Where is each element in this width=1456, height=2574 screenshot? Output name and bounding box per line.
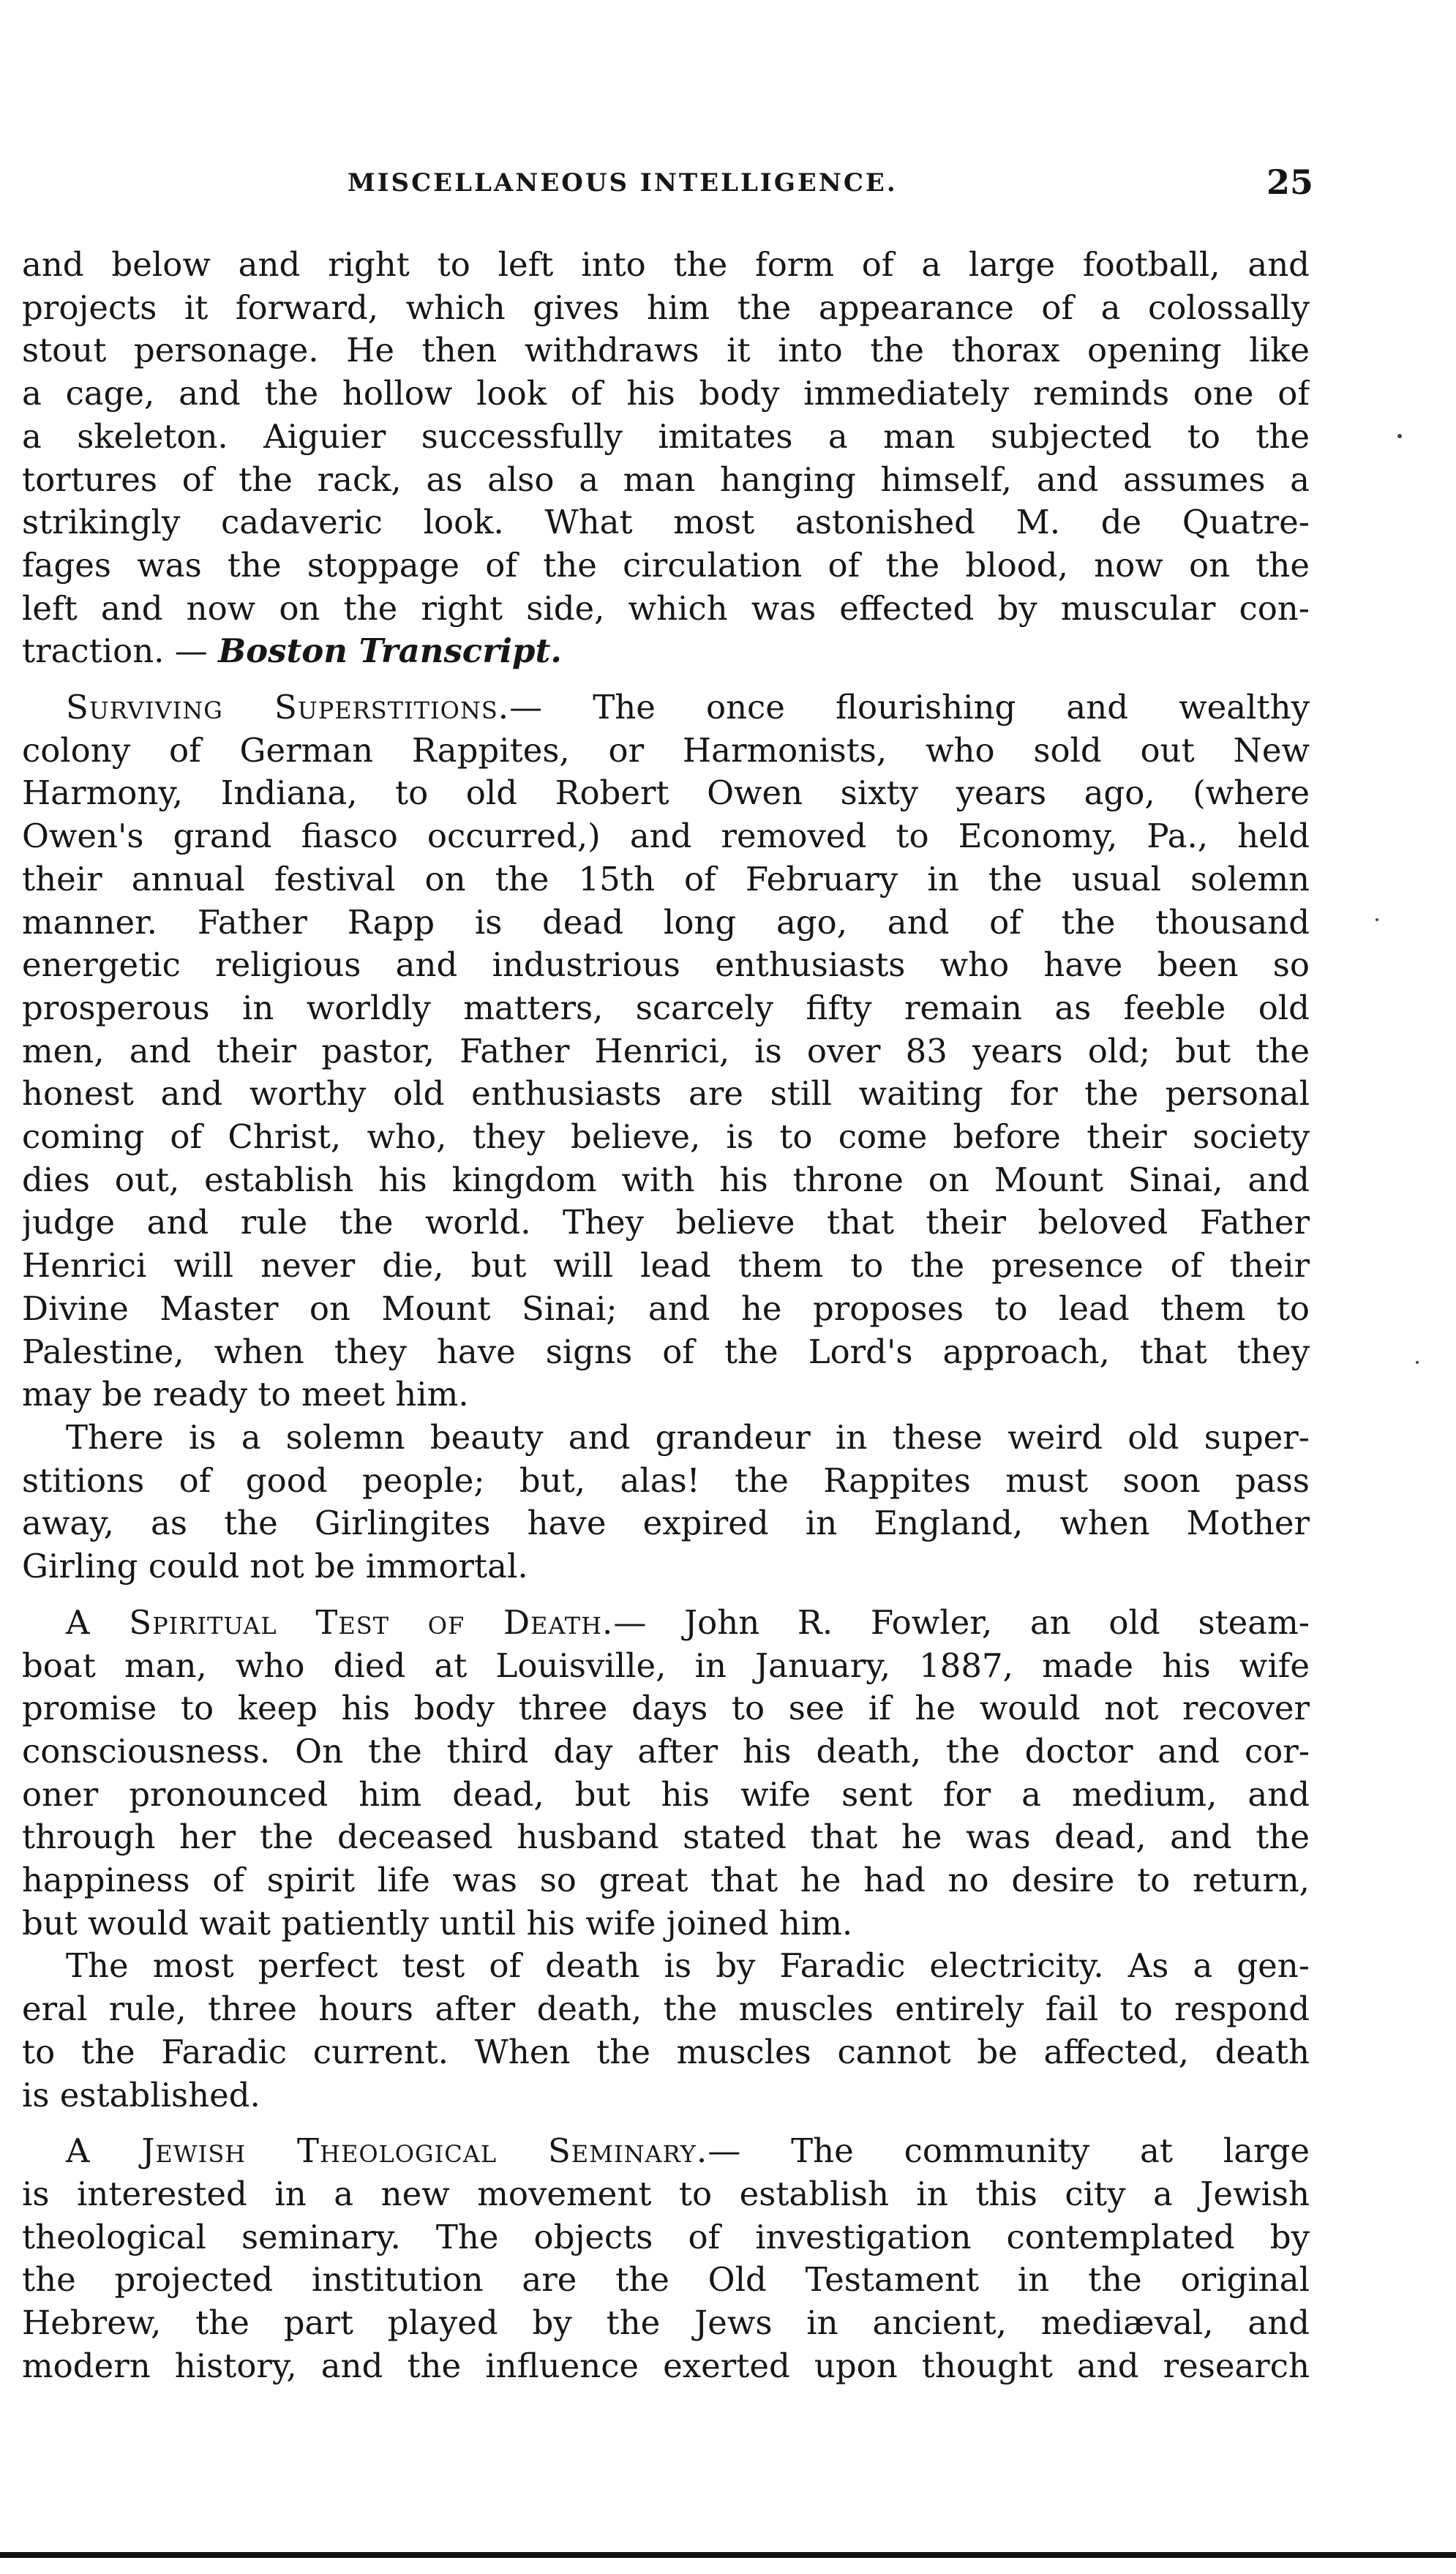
- paragraph-surviving-superstitions: [22, 686, 1310, 1417]
- text-line: left and now on the right side, which was effected by muscular con-: [22, 588, 1310, 628]
- text-line: Divine Master on Mount Sinai; and he proposes to lead them to: [22, 1288, 1310, 1328]
- text-line: men, and their pastor, Father Henrici, is over 83 years old; but the: [22, 1031, 1310, 1070]
- text-fragment: — The community at large: [708, 2131, 1310, 2171]
- text-line: There is a solemn beauty and grandeur in these weird old super-: [66, 1417, 1310, 1457]
- text-line: may be ready to meet him.: [22, 1375, 469, 1414]
- text-line: prosperous in worldly matters, scarcely fifty remain as feeble old: [22, 988, 1310, 1027]
- text-line: projects it forward, which gives him the appearance of a colossally: [22, 288, 1310, 327]
- paragraph-jewish-seminary: [22, 2130, 1310, 2387]
- text-line: through her the deceased husband stated that he was dead, and the: [22, 1817, 1310, 1857]
- text-line: Girling could not be immortal.: [22, 1547, 528, 1586]
- text-line: dies out, establish his kingdom with his throne on Mount Sinai, and: [22, 1160, 1310, 1199]
- text-line: Henrici will never die, but will lead them to the presence of their: [22, 1246, 1310, 1286]
- page-bottom-edge: [0, 2552, 1456, 2558]
- paragraph-rappites-continued: [22, 1417, 1310, 1588]
- text-line: promise to keep his body three days to see if he would not recover: [22, 1689, 1310, 1728]
- text-line: the projected institution are the Old Testament in the original: [22, 2260, 1310, 2300]
- text-line: is interested in a new movement to establish in this city a Jewish: [22, 2174, 1310, 2213]
- text-line: [22, 630, 1310, 673]
- text-line: stout personage. He then withdraws it into the thorax opening like: [22, 331, 1310, 370]
- text-line: oner pronounced him dead, but his wife sent for a medium, and: [22, 1774, 1310, 1814]
- paragraph-continuation: [22, 244, 1310, 673]
- scan-speck: [1376, 918, 1378, 921]
- source-citation: Boston Transcript.: [218, 631, 562, 671]
- text-line: Palestine, when they have signs of the Lord's approach, that they: [22, 1332, 1310, 1371]
- text-line: fages was the stoppage of the circulation of the blood, now on the: [22, 545, 1310, 585]
- text-line: theological seminary. The objects of investigation contemplated by: [22, 2217, 1310, 2256]
- text-line: tortures of the rack, as also a man hanging himself, and assumes a: [22, 459, 1310, 499]
- text-line: The most perfect test of death is by Faradic electricity. As a gen-: [66, 1946, 1310, 1986]
- text-line: consciousness. On the third day after his death, the doctor and cor-: [22, 1731, 1310, 1771]
- text-line: happiness of spirit life was so great that he had no desire to return,: [22, 1861, 1310, 1900]
- text-fragment: — John R. Fowler, an old steam-: [613, 1602, 1310, 1642]
- text-line: energetic religious and industrious enthusiasts who have been so: [22, 945, 1310, 985]
- text-line: Owen's grand fiasco occurred,) and removed to Economy, Pa., held: [22, 817, 1310, 856]
- text-line: judge and rule the world. They believe that their beloved Father: [22, 1203, 1310, 1242]
- article-text: [22, 244, 1310, 2387]
- text-line: Harmony, Indiana, to old Robert Owen sixty years ago, (where: [22, 773, 1310, 813]
- scan-speck: [1416, 1361, 1419, 1364]
- text-line: their annual festival on the 15th of February in the usual solemn: [22, 859, 1310, 898]
- text-fragment: traction. —: [22, 631, 219, 671]
- running-head: MISCELLANEOUS INTELLIGENCE.: [348, 168, 898, 198]
- text-fragment: — The once flourishing and wealthy: [509, 688, 1310, 727]
- page-header: [348, 162, 1313, 211]
- text-line: manner. Father Rapp is dead long ago, and of the thousand: [22, 902, 1310, 942]
- text-line: to the Faradic current. When the muscles cannot be affected, death: [22, 2032, 1310, 2071]
- text-line: but would wait patiently until his wife joined him.: [22, 1903, 853, 1943]
- text-line: a skeleton. Aiguier successfully imitates a man subjected to the: [22, 416, 1310, 456]
- text-line: [22, 686, 1310, 729]
- text-line: [22, 1602, 1310, 1645]
- section-title: A Jewish Theological Seminary.: [66, 2131, 708, 2171]
- text-line: a cage, and the hollow look of his body immediately reminds one of: [22, 374, 1310, 413]
- paragraph-spiritual-test: [22, 1602, 1310, 1945]
- text-line: away, as the Girlingites have expired in England, when Mother: [22, 1504, 1310, 1543]
- scan-speck: [1397, 434, 1402, 438]
- text-line: Hebrew, the part played by the Jews in ancient, mediæval, and: [22, 2303, 1310, 2343]
- section-title: A Spiritual Test of Death.: [66, 1602, 614, 1642]
- text-line: boat man, who died at Louisville, in January, 1887, made his wife: [22, 1646, 1310, 1685]
- text-line: [22, 2130, 1310, 2173]
- page-number: 25: [1266, 162, 1313, 202]
- text-line: and below and right to left into the form of a large football, and: [22, 245, 1310, 284]
- text-line: honest and worthy old enthusiasts are still waiting for the personal: [22, 1074, 1310, 1114]
- paragraph-faradic: [22, 1945, 1310, 2117]
- text-line: is established.: [22, 2075, 260, 2115]
- section-title: Surviving Superstitions.: [66, 688, 510, 727]
- text-line: stitions of good people; but, alas! the Rappites must soon pass: [22, 1460, 1310, 1500]
- text-line: modern history, and the influence exerted upon thought and research: [22, 2346, 1310, 2385]
- text-line: coming of Christ, who, they believe, is to come before their society: [22, 1117, 1310, 1157]
- text-line: colony of German Rappites, or Harmonists, who sold out New: [22, 730, 1310, 770]
- text-line: strikingly cadaveric look. What most astonished M. de Quatre-: [22, 503, 1310, 542]
- text-line: eral rule, three hours after death, the muscles entirely fail to respond: [22, 1989, 1310, 2029]
